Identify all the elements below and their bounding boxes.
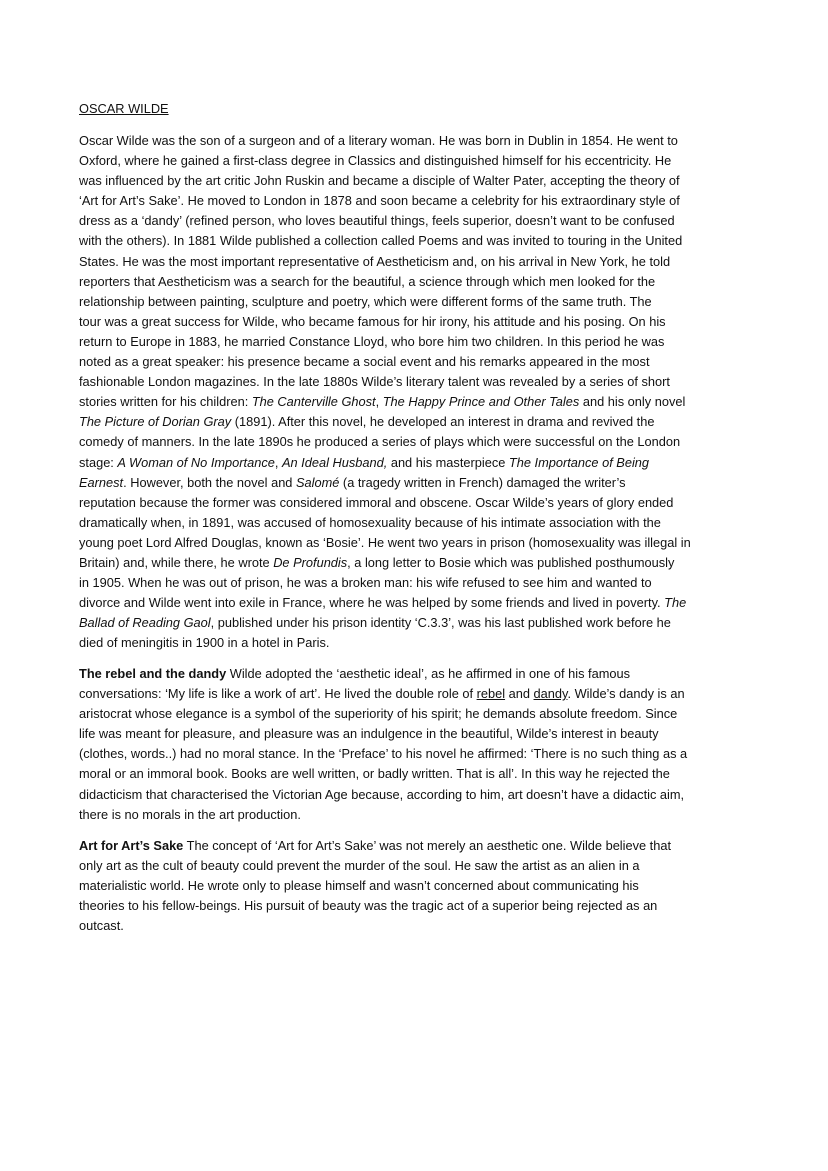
text-line [79, 211, 769, 231]
text-line [79, 836, 769, 856]
text-run: stage: [79, 454, 118, 470]
text-line [79, 372, 769, 392]
text-line [79, 352, 769, 372]
text-run: theories to his fellow-beings. His pursuit of beauty was the tragic act of a superior being rejected as an [79, 898, 658, 914]
text-run: return to Europe in 1883, he married Constance Lloyd, who bore him two children. In this period he was [79, 333, 665, 349]
text-run: Oscar Wilde was the son of a surgeon and of a literary woman. He was born in Dublin in 1854. He went to [79, 133, 678, 148]
text-run: The concept of ‘Art for Art’s Sake’ was not merely an aesthetic one. Wilde believe that [183, 838, 672, 853]
document-title: OSCAR WILDE [79, 101, 169, 116]
work-title: Salomé [295, 474, 340, 490]
work-title: The [664, 595, 687, 611]
text-run: young poet Lord Alfred Douglas, known as ‘Bosie’. He went two years in prison (homosexuality was illegal in [79, 534, 691, 550]
text-run: relationship between painting, sculpture and poetry, which were different forms of the same truth. The [79, 293, 652, 309]
text-run: there is no morals in the art production. [79, 806, 301, 822]
text-run: stories written for his children: [79, 394, 252, 410]
text-run: noted as a great speaker: his presence became a social event and his remarks appeared in the most [79, 354, 650, 370]
text-run: comedy of manners. In the late 1890s he produced a series of plays which were successful on the London [79, 434, 681, 450]
text-run: divorce and Wilde went into exile in France, where he was helped by some friends and lived in poverty. [79, 595, 665, 611]
text-run: tour was a great success for Wilde, who became famous for hir irony, his attitude and his posing. On his [79, 313, 666, 329]
text-run: and his only novel [579, 394, 686, 410]
text-line [79, 312, 769, 332]
text-line [79, 704, 769, 724]
text-run: . Wilde’s dandy is an [567, 686, 685, 702]
text-run: States. He was the most important representative of Aestheticism and, on his arrival in New York, he told [79, 253, 671, 269]
text-run: and his masterpiece [387, 454, 509, 470]
work-title: Earnest [79, 474, 124, 490]
text-run: dandy [533, 686, 568, 702]
work-title: The Importance of Being [508, 454, 650, 470]
text-line [79, 473, 769, 493]
text-line [79, 573, 769, 593]
text-line [79, 171, 769, 191]
text-run: with the others). In 1881 Wilde published a collection called Poems and was invited to touring in the United [79, 233, 683, 249]
text-run: , [375, 394, 383, 410]
text-run: Britain) and, while there, he wrote [79, 554, 274, 570]
text-line [79, 453, 769, 473]
work-title: The Canterville Ghost [251, 394, 376, 410]
paragraph-rebel-and-dandy [79, 664, 769, 825]
text-line [79, 856, 769, 876]
text-line [79, 412, 769, 432]
text-line [79, 151, 769, 171]
text-run: ‘Art for Art’s Sake’. He moved to London in 1878 and soon became a celebrity for his extraordinary style of [79, 193, 680, 209]
paragraph-art-for-arts-sake [79, 836, 769, 936]
text-line [79, 191, 769, 211]
text-run: and [505, 686, 534, 702]
text-run: moral or an immoral book. Books are well written, or badly written. That is all’. In this way he rejected the [79, 766, 670, 782]
text-run: , published under his prison identity ‘C.3.3’, was his last published work before he [210, 615, 671, 631]
work-title: The Picture of Dorian Gray [79, 414, 232, 430]
text-run: didacticism that characterised the Victorian Age because, according to him, art doesn’t have a didactic aim, [79, 786, 685, 802]
work-title: An Ideal Husband, [281, 454, 388, 470]
text-line [79, 292, 769, 312]
text-run: , a long letter to Bosie which was published posthumously [347, 554, 675, 570]
work-title: De Profundis [273, 554, 348, 570]
text-run: (1891). After this novel, he developed an interest in drama and revived the [231, 414, 655, 430]
text-line [79, 916, 769, 936]
text-run: was influenced by the art critic John Ruskin and became a disciple of Walter Pater, accepting the theory of [79, 173, 680, 189]
text-run: dress as a ‘dandy’ (refined person, who loves beautiful things, feels superior, doesn’t want to be confused [79, 213, 675, 229]
text-line [79, 553, 769, 573]
text-line [79, 664, 769, 684]
text-line [79, 805, 769, 825]
text-run: Oxford, where he gained a first-class degree in Classics and distinguished himself for his eccentricity. He [79, 153, 672, 169]
text-run: , [274, 454, 282, 470]
paragraph-biography [79, 131, 769, 653]
text-run: materialistic world. He wrote only to please himself and wasn’t concerned about communicating his [79, 878, 639, 894]
section-heading: Art for Art’s Sake [79, 838, 184, 853]
text-line [79, 633, 769, 653]
text-run: (a tragedy written in French) damaged the writer’s [339, 474, 626, 490]
text-line [79, 724, 769, 744]
text-line [79, 272, 769, 292]
text-line [79, 513, 769, 533]
text-line [79, 252, 769, 272]
text-run: in 1905. When he was out of prison, he was a broken man: his wife refused to see him and wanted to [79, 575, 652, 591]
text-line [79, 613, 769, 633]
text-run: conversations: ‘My life is like a work of art’. He lived the double role of [79, 686, 477, 702]
text-line [79, 493, 769, 513]
text-line [79, 332, 769, 352]
text-run: reporters that Aestheticism was a search for the beautiful, a science through which men looked for the [79, 273, 656, 289]
text-line [79, 744, 769, 764]
text-line [79, 876, 769, 896]
text-run: outcast. [79, 918, 124, 934]
section-heading: The rebel and the dandy [79, 666, 227, 681]
work-title: The Happy Prince and Other Tales [382, 394, 580, 410]
text-line [79, 131, 769, 151]
text-line [79, 896, 769, 916]
text-line [79, 392, 769, 412]
text-line [79, 533, 769, 553]
text-line [79, 785, 769, 805]
text-run: rebel [476, 686, 506, 702]
text-run: aristocrat whose elegance is a symbol of the superiority of his spirit; he demands absolute freedom. Since [79, 706, 678, 722]
text-run: . However, both the novel and [123, 474, 296, 490]
text-run: fashionable London magazines. In the late 1880s Wilde’s literary talent was revealed by a series of short [79, 374, 670, 390]
text-line [79, 231, 769, 251]
work-title: Ballad of Reading Gaol [79, 615, 211, 631]
text-run: only art as the cult of beauty could prevent the murder of the soul. He saw the artist as an alien in a [79, 858, 640, 874]
text-line [79, 684, 769, 704]
text-run: Wilde adopted the ‘aesthetic ideal’, as he affirmed in one of his famous [226, 666, 631, 681]
text-run: dramatically when, in 1891, was accused of homosexuality because of his intimate association with the [79, 514, 661, 530]
text-run: died of meningitis in 1900 in a hotel in Paris. [79, 635, 330, 651]
text-line [79, 764, 769, 784]
text-run: reputation because the former was considered immoral and obscene. Oscar Wilde’s years of glory ended [79, 494, 674, 510]
text-line [79, 593, 769, 613]
text-run: (clothes, words..) had no moral stance. In the ‘Preface’ to his novel he affirmed: ‘There is no such thing as a [79, 746, 688, 762]
work-title: A Woman of No Importance [117, 454, 275, 470]
text-line [79, 432, 769, 452]
text-run: life was meant for pleasure, and pleasure was an indulgence in the beautiful, Wilde’s interest in beauty [79, 726, 659, 742]
